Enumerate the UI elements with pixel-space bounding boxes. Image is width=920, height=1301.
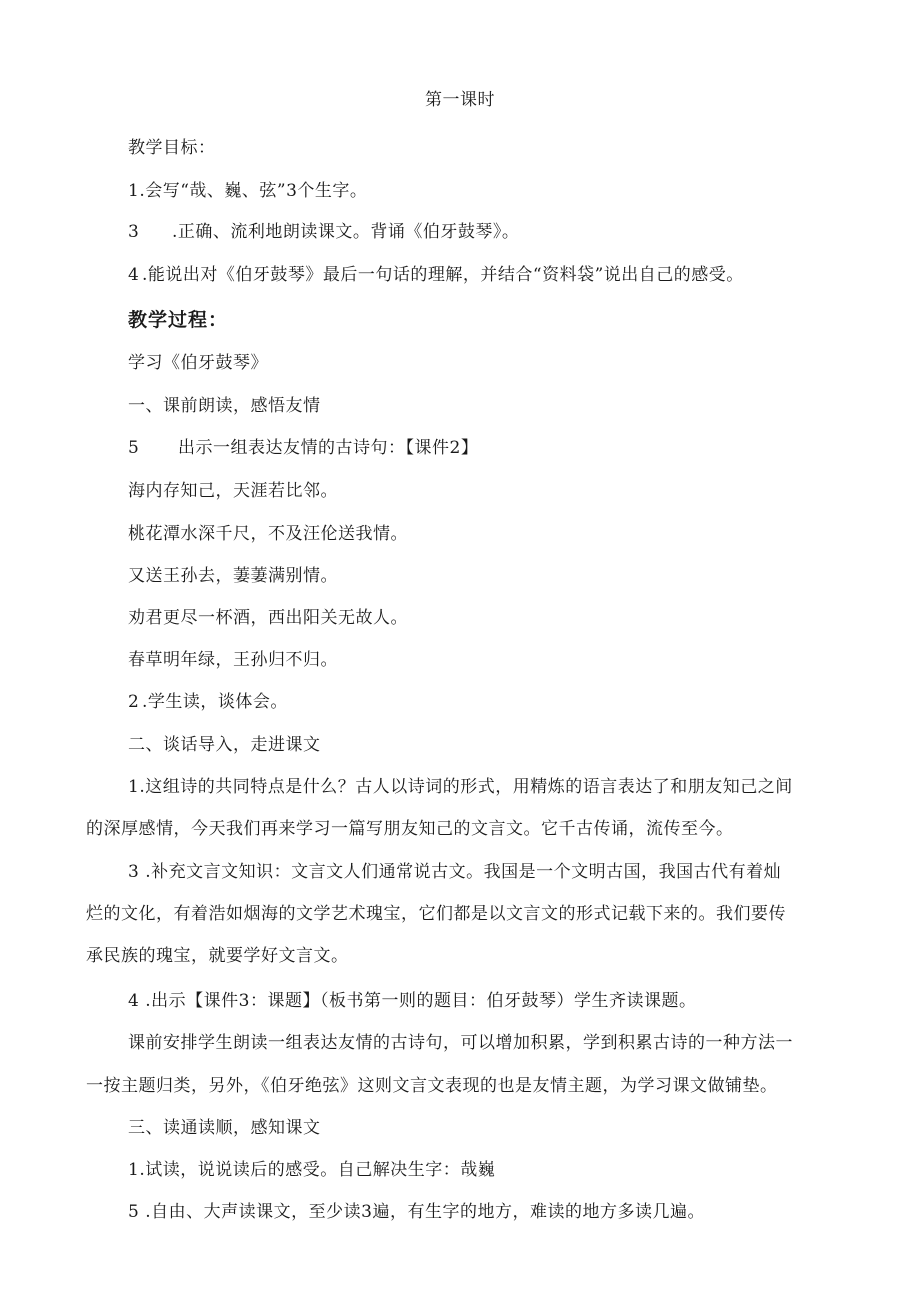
section-heading: 三、读通读顺，感知课文 bbox=[128, 1118, 321, 1138]
section-heading: 二、谈话导入，走进课文 bbox=[128, 735, 321, 755]
objective-item bbox=[128, 221, 519, 243]
paragraph-line: 承民族的瑰宝，就要学好文言文。 bbox=[86, 946, 349, 966]
section-item bbox=[128, 691, 288, 713]
poem-line: 桃花潭水深千尺，不及汪伦送我情。 bbox=[128, 524, 408, 544]
paragraph-line: 一按主题归类，另外，《伯牙绝弦》这则文言文表现的也是友情主题，为学习课文做铺垫。 bbox=[86, 1076, 778, 1096]
objective-number: 3 bbox=[128, 222, 140, 242]
page-title: 第一课时 bbox=[425, 90, 495, 110]
lesson-title: 学习《伯牙鼓琴》 bbox=[128, 353, 268, 373]
objective-text: .能说出对《伯牙鼓琴》最后一句话的理解，并结合“资料袋”说出自己的感受。 bbox=[142, 265, 744, 285]
objective-number: 1. bbox=[128, 181, 146, 201]
item-text: .学生读，谈体会。 bbox=[142, 692, 288, 712]
objective-item bbox=[128, 180, 367, 202]
objective-number: 4 bbox=[128, 265, 140, 285]
item-number: 5 bbox=[128, 438, 140, 458]
paragraph-line: 的深厚感情，今天我们再来学习一篇写朋友知己的文言文。它千古传诵，流传至今。 bbox=[86, 819, 734, 839]
item-text: 出示一组表达友情的古诗句：【课件2】 bbox=[178, 438, 479, 458]
paragraph-line: 烂的文化，有着浩如烟海的文学艺术瑰宝，它们都是以文言文的形式记载下来的。我们要传 bbox=[86, 904, 786, 924]
objective-text: 会写“哉、巍、弦”3个生字。 bbox=[145, 181, 368, 201]
item-number: 2 bbox=[128, 692, 140, 712]
paragraph-line: 课前安排学生朗读一组表达友情的古诗句，可以增加积累，学到积累古诗的一种方法一 bbox=[128, 1033, 793, 1053]
poem-line: 海内存知己，天涯若比邻。 bbox=[128, 481, 338, 501]
paragraph-line: 4 .出示【课件3：课题】（板书第一则的题目：伯牙鼓琴）学生齐读课题。 bbox=[128, 991, 697, 1011]
objective-text: .正确、流利地朗读课文。背诵《伯牙鼓琴》。 bbox=[172, 222, 520, 242]
poem-line: 春草明年绿，王孙归不归。 bbox=[128, 650, 338, 670]
poem-line: 劝君更尽一杯酒，西出阳关无故人。 bbox=[128, 608, 408, 628]
paragraph-line: 1.试读，说说读后的感受。自己解决生字：哉巍 bbox=[128, 1160, 496, 1180]
process-heading: 教学过程： bbox=[128, 309, 229, 331]
objectives-heading: 教学目标： bbox=[128, 138, 216, 158]
paragraph-line: 3 .补充文言文知识：文言文人们通常说古文。我国是一个文明古国，我国古代有着灿 bbox=[128, 862, 782, 882]
section-item bbox=[128, 437, 478, 459]
paragraph-line: 5 .自由、大声读课文，至少读3遍，有生字的地方，难读的地方多读几遍。 bbox=[128, 1202, 705, 1222]
section-heading: 一、课前朗读，感悟友情 bbox=[128, 396, 321, 416]
paragraph-line: 1.这组诗的共同特点是什么？古人以诗词的形式，用精炼的语言表达了和朋友知己之间 bbox=[128, 777, 793, 797]
objective-item bbox=[128, 264, 744, 286]
poem-line: 又送王孙去，萋萋满别情。 bbox=[128, 566, 338, 586]
